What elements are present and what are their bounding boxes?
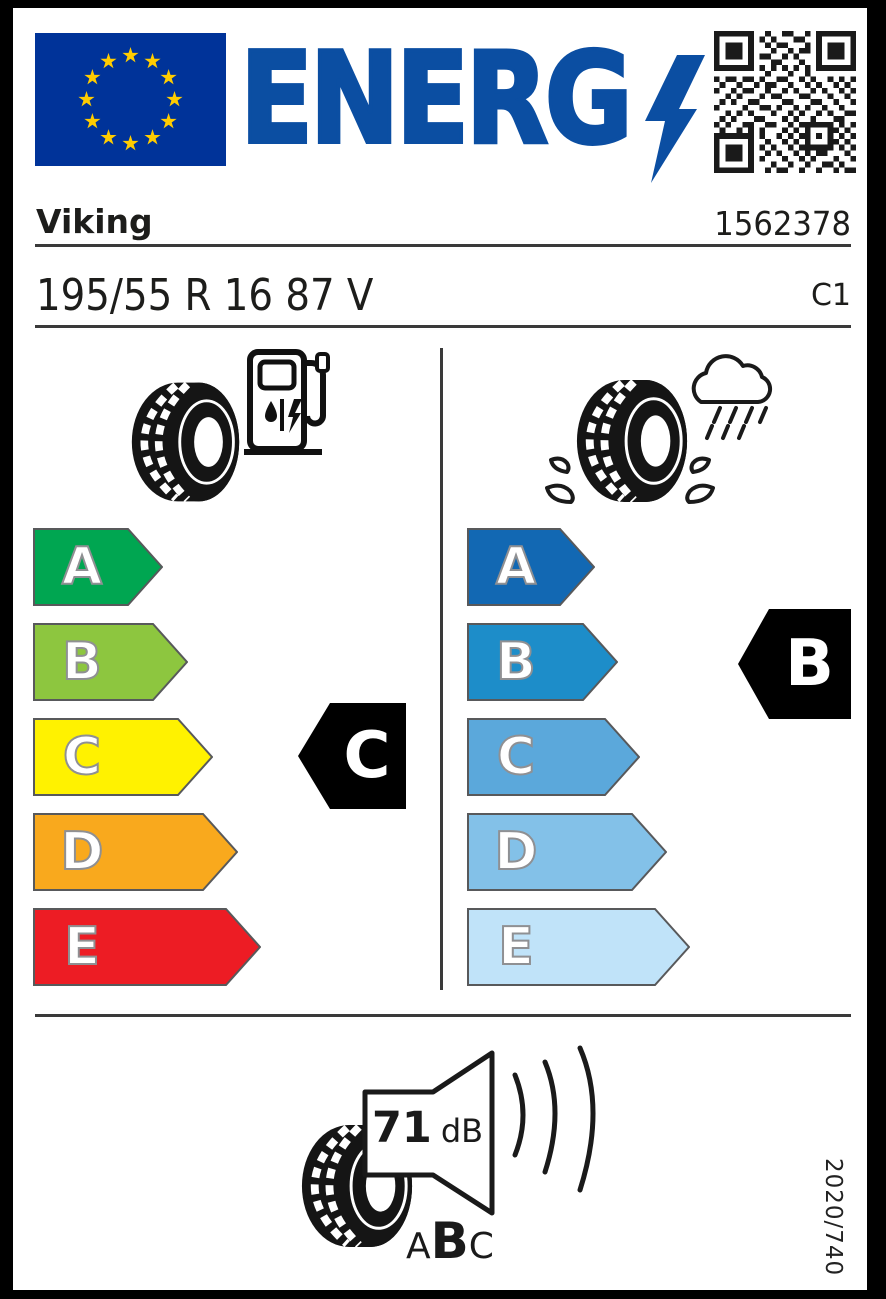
rain-cloud-icon	[680, 346, 788, 446]
eu-flag	[35, 33, 226, 166]
tire-class: C1	[810, 278, 851, 313]
frame-top	[0, 0, 886, 8]
class-letter: B	[496, 632, 536, 692]
wet-class-row-d	[467, 813, 667, 891]
divider-line	[35, 325, 851, 328]
frame-bottom	[0, 1290, 886, 1299]
class-letter: A	[61, 537, 103, 597]
noise-class-b-selected: B	[430, 1212, 469, 1270]
tire-icon	[128, 372, 243, 512]
frame-left	[0, 0, 13, 1299]
regulation-number: 2020/740	[820, 1158, 846, 1277]
class-letter: B	[62, 632, 102, 692]
fuel-rating-arrow	[297, 702, 407, 810]
section-divider	[440, 348, 443, 990]
wet-class-row-c	[467, 718, 640, 796]
divider-line	[35, 244, 851, 247]
fuel-class-row-b	[33, 623, 188, 701]
class-letter: C	[62, 727, 102, 787]
noise-class-a: A	[406, 1226, 431, 1267]
fuel-pump-icon	[244, 349, 334, 455]
noise-class-letters	[406, 1212, 494, 1270]
fuel-rating-letter: C	[343, 719, 391, 793]
class-letter: E	[64, 917, 100, 977]
tire-size-designation: 195/55 R 16 87 V	[36, 270, 374, 321]
type-identifier: 1562378	[714, 204, 851, 243]
energ-logo-text: ENERG	[240, 25, 630, 172]
noise-value	[372, 1103, 483, 1153]
class-letter: A	[495, 537, 537, 597]
class-letter: C	[496, 727, 536, 787]
class-letter: D	[494, 822, 538, 882]
noise-class-c: C	[468, 1226, 494, 1267]
qr-code	[714, 31, 856, 173]
class-arrow	[467, 623, 618, 701]
noise-db-unit: dB	[440, 1112, 484, 1150]
sound-waves-icon	[515, 1048, 593, 1190]
fuel-class-row-a	[33, 528, 163, 606]
wet-class-row-b	[467, 623, 618, 701]
class-letter: E	[498, 917, 534, 977]
wet-rating-letter: B	[785, 627, 834, 701]
noise-db-number: 71	[372, 1103, 432, 1153]
wet-class-row-a	[467, 528, 595, 606]
fuel-class-row-e	[33, 908, 261, 986]
brand-name: Viking	[36, 202, 153, 241]
class-letter: D	[60, 822, 104, 882]
fuel-class-row-c	[33, 718, 213, 796]
divider-line	[35, 1014, 851, 1017]
wet-class-row-e	[467, 908, 690, 986]
lightning-bolt-icon	[645, 55, 705, 183]
frame-right	[867, 0, 886, 1299]
fuel-class-row-d	[33, 813, 238, 891]
wet-rating-arrow	[737, 608, 852, 720]
